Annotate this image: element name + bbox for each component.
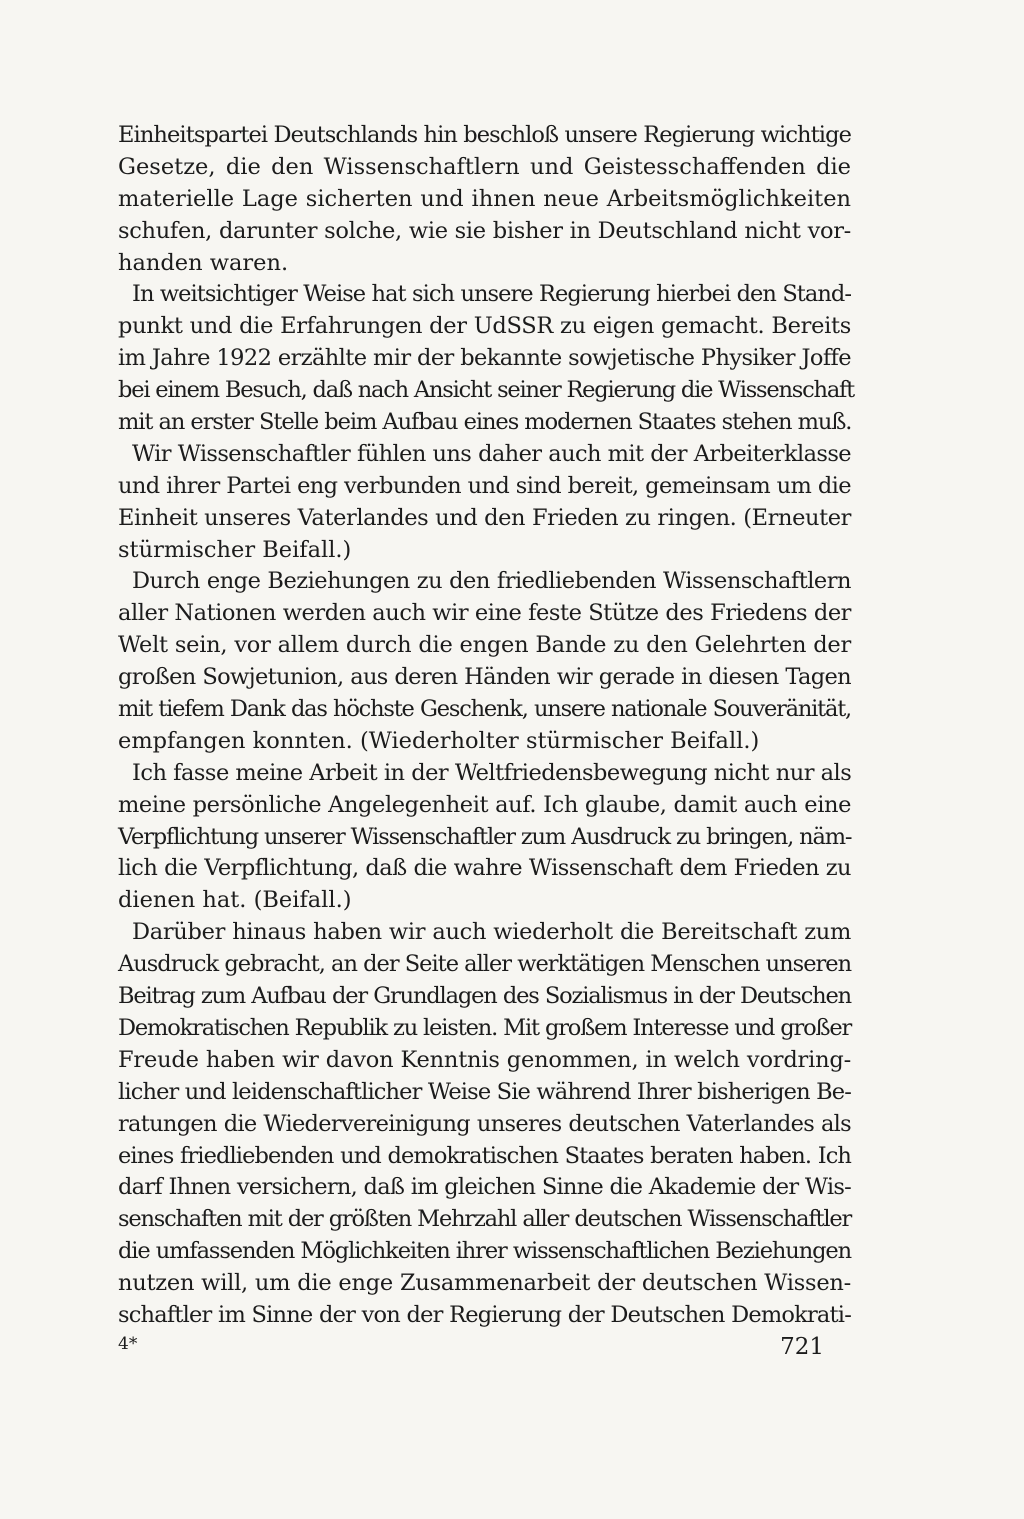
text-line: lich die Verpflichtung, daß die wahre Wissenschaft dem Frieden zu bbox=[118, 855, 851, 882]
text-line: mit an erster Stelle beim Aufbau eines modernen Staates stehen muß. bbox=[118, 409, 852, 436]
page-footer bbox=[118, 1334, 824, 1364]
text-line: die umfassenden Möglichkeiten ihrer wissenschaftlichen Beziehungen bbox=[118, 1238, 851, 1265]
text-line: In weitsichtiger Weise hat sich unsere Regierung hierbei den Stand- bbox=[132, 281, 851, 308]
text-line: materielle Lage sicherten und ihnen neue Arbeitsmöglichkeiten bbox=[118, 185, 851, 212]
text-line: empfangen konnten. (Wiederholter stürmischer Beifall.) bbox=[118, 727, 760, 754]
text-line: Welt sein, vor allem durch die engen Bande zu den Gelehrten der bbox=[118, 632, 851, 659]
sheet-signature: 4* bbox=[118, 1334, 138, 1354]
text-line: eines friedliebenden und demokratischen Staates beraten haben. Ich bbox=[118, 1142, 851, 1169]
text-line: Einheitspartei Deutschlands hin beschloß unsere Regierung wichtige bbox=[118, 122, 851, 148]
text-line: dienen hat. (Beifall.) bbox=[118, 887, 352, 914]
text-line: stürmischer Beifall.) bbox=[118, 536, 352, 563]
text-line: meine persönliche Angelegenheit auf. Ich glaube, damit auch eine bbox=[118, 791, 851, 818]
text-line: Durch enge Beziehungen zu den friedliebenden Wissenschaftlern bbox=[132, 568, 851, 595]
text-line: bei einem Besuch, daß nach Ansicht seiner Regierung die Wissenschaft bbox=[118, 377, 855, 404]
text-line: schaftler im Sinne der von der Regierung der Deutschen Demokrati- bbox=[118, 1301, 851, 1328]
page-number: 721 bbox=[780, 1334, 824, 1360]
text-line: Gesetze, die den Wissenschaftlern und Geistesschaffenden die bbox=[118, 153, 851, 180]
text-line: handen waren. bbox=[118, 249, 289, 276]
text-line: punkt und die Erfahrungen der UdSSR zu eigen gemacht. Bereits bbox=[118, 313, 851, 340]
text-line: aller Nationen werden auch wir eine feste Stütze des Friedens der bbox=[118, 600, 851, 627]
text-line: senschaften mit der größten Mehrzahl aller deutschen Wissenschaftler bbox=[118, 1206, 851, 1233]
text-line: Darüber hinaus haben wir auch wiederholt die Bereitschaft zum bbox=[132, 919, 851, 946]
text-line: im Jahre 1922 erzählte mir der bekannte sowjetische Physiker Joffe bbox=[118, 345, 851, 372]
text-line: mit tiefem Dank das höchste Geschenk, unsere nationale Souveränität, bbox=[118, 696, 851, 723]
text-line: Verpflichtung unserer Wissenschaftler zum Ausdruck zu bringen, näm- bbox=[118, 823, 852, 850]
text-line: schufen, darunter solche, wie sie bisher in Deutschland nicht vor- bbox=[118, 217, 851, 244]
text-line: licher und leidenschaftlicher Weise Sie während Ihrer bisherigen Be- bbox=[118, 1078, 851, 1105]
text-line: nutzen will, um die enge Zusammenarbeit der deutschen Wissen- bbox=[118, 1270, 851, 1297]
text-line: darf Ihnen versichern, daß im gleichen Sinne die Akademie der Wis- bbox=[118, 1174, 851, 1201]
text-line: ratungen die Wiedervereinigung unseres deutschen Vaterlandes als bbox=[118, 1110, 851, 1137]
text-line: Einheit unseres Vaterlandes und den Frieden zu ringen. (Erneuter bbox=[118, 504, 851, 531]
body-text bbox=[118, 120, 855, 1332]
text-line: Ich fasse meine Arbeit in der Weltfriedensbewegung nicht nur als bbox=[132, 759, 852, 786]
text-line: Ausdruck gebracht, an der Seite aller werktätigen Menschen unseren bbox=[118, 951, 852, 978]
text-line: großen Sowjetunion, aus deren Händen wir gerade in diesen Tagen bbox=[118, 664, 851, 691]
text-line: Freude haben wir davon Kenntnis genommen, in welch vordring- bbox=[118, 1046, 851, 1073]
text-line: Wir Wissenschaftler fühlen uns daher auch mit der Arbeiterklasse bbox=[132, 440, 851, 467]
text-line: Demokratischen Republik zu leisten. Mit großem Interesse und großer bbox=[118, 1014, 852, 1041]
text-line: Beitrag zum Aufbau der Grundlagen des Sozialismus in der Deutschen bbox=[118, 983, 851, 1010]
text-line: und ihrer Partei eng verbunden und sind bereit, gemeinsam um die bbox=[118, 472, 851, 499]
